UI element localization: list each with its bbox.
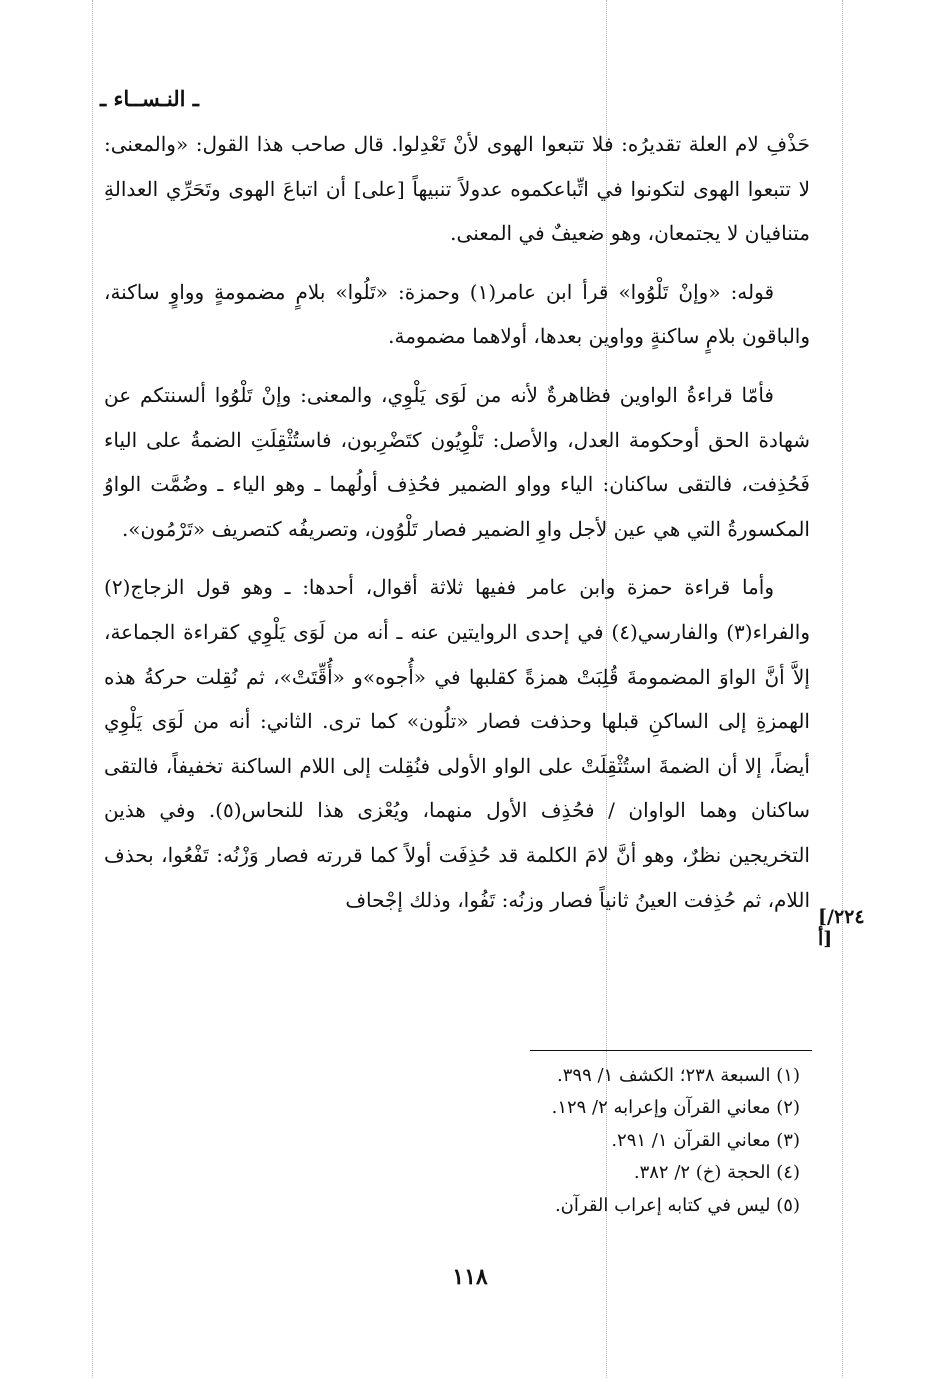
footnote-divider [530, 1050, 812, 1051]
paragraph: وأما قراءة حمزة وابن عامر ففيها ثلاثة أقوال، أحدها: ـ وهو قول الزجاج(٢) والفراء(٣) والفارسي(٤) في إحدى الروايتين عنه ـ أنه من لَوَى يَلْوِي كقراءة الجماعة، إلاَّ أنَّ الواوَ المضمومةَ قُلِبَتْ همزةً كقلبها في «أُجوه»و «أُقِّتَتْ»، ثم نُقِلت حركةُ هذه الهمزةِ إلى الساكنِ قبلها وحذفت فصار «تلُون» كما ترى. الثاني: أنه من لَوَى يَلْوِي أيضاً، إلا أن الضمةَ استُثْقِلَتْ على الواو الأولى فنُقِلت إلى اللام الساكنة تخفيفاً، فالتقى ساكنان وهما الواوان / فحُذِف الأول منهما، ويُعْزى هذا للنحاس(٥). وفي هذين التخريجين نظرٌ، وهو أنَّ لامَ الكلمة قد حُذِفَت أولاً كما قررته فصار وَزْنُه: تَفْعُوا، بحذف اللام، ثم حُذِفت العينُ ثانياً فصار وزنُه: تَفُوا، وذلك إجْحاف [104, 575, 811, 912]
footnotes [400, 1060, 800, 1222]
manuscript-folio-reference: [٢٢٤/أ] [818, 906, 865, 950]
main-text [104, 122, 810, 922]
scan-guide-line [92, 0, 93, 1378]
running-head [100, 86, 810, 111]
footnote: (٢) معاني القرآن وإعرابه ٢/ ١٢٩. [551, 1097, 800, 1119]
paragraph: قوله: «وإنْ تَلْوُوا» قرأ ابن عامر(١) وحمزة: «تَلُوا» بلامٍ مضمومةٍ وواوٍ ساكنة، والباقون بلامٍ ساكنةٍ وواوين بعدها، أولاهما مضمومة. [104, 279, 810, 349]
page-number: ١١٨ [452, 1264, 488, 1290]
running-head-text: ـ النـســاء ـ [100, 86, 199, 111]
paragraph: فأمّا قراءةُ الواوين فظاهرةٌ لأنه من لَوَى يَلْوِي، والمعنى: وإنْ تَلْوُوا ألسنتكم عن شهادة الحق أوحكومة العدل، والأصل: تَلْوِيُون كتَضْرِبون، فاستُثْقِلَتِ الضمةُ على الياء فَحُذِفت، فالتقى ساكنان: الياء وواو الضمير فحُذِف أولُهما ـ وهو الياء ـ وضُمَّت الواوُ المكسورةُ التي هي عين لأجل واوِ الضمير فصار تَلْوُون، وتصريفُه كتصريف «تَرْمُون». [104, 382, 810, 541]
footnote: (٥) ليس في كتابه إعراب القرآن. [554, 1194, 800, 1216]
footnote: (١) السبعة ٢٣٨؛ الكشف ١/ ٣٩٩. [557, 1065, 800, 1086]
footnote: (٣) معاني القرآن ١/ ٢٩١. [611, 1129, 800, 1151]
footnote: (٤) الحجة (خ) ٢/ ٣٨٢. [633, 1162, 800, 1184]
paragraph: حَذْفِ لام العلة تقديرُه: فلا تتبعوا الهوى لأنْ تَعْدِلوا. قال صاحب هذا القول: «والمعنى: لا تتبعوا الهوى لتكونوا في اتِّباعكموه عدولاً تنبيهاً [على] أن اتباعَ الهوى وتَحَرِّي العدالةِ متنافيان لا يجتمعان، وهو ضعيفٌ في المعنى. [104, 132, 810, 246]
scan-guide-line [842, 0, 843, 1378]
